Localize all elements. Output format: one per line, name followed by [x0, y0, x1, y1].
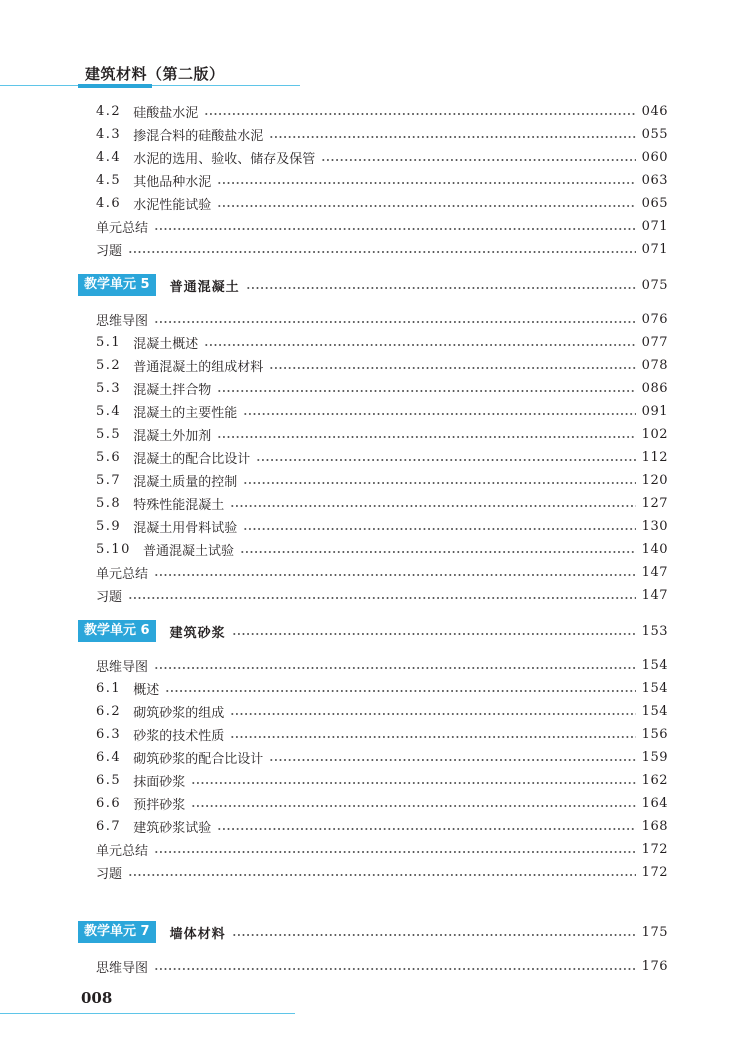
section-number: 6.5: [96, 772, 122, 788]
dot-leader: [246, 287, 636, 289]
toc-item-entry[interactable]: [96, 862, 668, 882]
dot-leader: [217, 828, 635, 830]
toc-section-entry[interactable]: [96, 124, 668, 144]
entry-title: 习题: [96, 866, 123, 882]
page-ref: 147: [641, 564, 668, 580]
page-ref: 078: [641, 357, 668, 373]
dot-leader: [154, 574, 636, 576]
toc-unit-entry[interactable]: [78, 921, 668, 943]
dot-leader: [217, 205, 635, 207]
toc-unit-entry[interactable]: [78, 274, 668, 296]
entry-title: 混凝土拌合物: [133, 382, 212, 398]
entry-title: 其他品种水泥: [133, 174, 212, 190]
toc-section-entry[interactable]: [96, 747, 668, 767]
section-number: 6.6: [96, 795, 122, 811]
page-ref: 176: [641, 958, 668, 974]
toc-section-entry[interactable]: [96, 193, 668, 213]
section-number: 6.1: [96, 680, 122, 696]
entry-title: 混凝土的配合比设计: [133, 451, 251, 467]
dot-leader: [243, 528, 635, 530]
dot-leader: [154, 228, 636, 230]
unit-badge: 教学单元 6: [78, 620, 156, 642]
page-ref: 077: [641, 334, 668, 350]
page-ref: 130: [641, 518, 668, 534]
toc-section-entry[interactable]: [96, 447, 668, 467]
toc-item-entry[interactable]: [96, 655, 668, 675]
section-number: 5.7: [96, 472, 122, 488]
toc-section-entry[interactable]: [96, 470, 668, 490]
page-ref: 159: [641, 749, 668, 765]
section-number: 4.3: [96, 126, 122, 142]
page-ref: 162: [641, 772, 668, 788]
dot-leader: [128, 251, 636, 253]
toc-section-entry[interactable]: [96, 770, 668, 790]
section-number: 5.3: [96, 380, 122, 396]
page-ref: 086: [641, 380, 668, 396]
entry-title: 水泥的选用、验收、储存及保管: [133, 151, 316, 167]
page-ref: 112: [641, 449, 668, 465]
dot-leader: [269, 759, 635, 761]
unit-badge: 教学单元 5: [78, 274, 156, 296]
section-number: 5.4: [96, 403, 122, 419]
page-ref: 071: [641, 241, 668, 257]
toc-item-entry[interactable]: [96, 839, 668, 859]
page-ref: 140: [641, 541, 668, 557]
section-number: 5.10: [96, 541, 131, 557]
toc-section-entry[interactable]: [96, 101, 668, 121]
page-ref: 154: [641, 703, 668, 719]
entry-title: 特殊性能混凝土: [133, 497, 225, 513]
unit-badge: 教学单元 7: [78, 921, 156, 943]
entry-title: 单元总结: [96, 566, 149, 582]
entry-title: 预拌砂浆: [133, 797, 186, 813]
toc-section-entry[interactable]: [96, 170, 668, 190]
toc-item-entry[interactable]: [96, 956, 668, 976]
toc-item-entry[interactable]: [96, 309, 668, 329]
running-header-title: 建筑材料（第二版）: [85, 65, 225, 83]
page-ref: 075: [641, 277, 668, 293]
page-ref: 156: [641, 726, 668, 742]
dot-leader: [230, 736, 635, 738]
dot-leader: [230, 505, 635, 507]
entry-title: 砂浆的技术性质: [133, 728, 225, 744]
entry-title: 习题: [96, 243, 123, 259]
dot-leader: [232, 934, 636, 936]
section-number: 5.2: [96, 357, 122, 373]
toc-section-entry[interactable]: [96, 332, 668, 352]
section-number: 5.6: [96, 449, 122, 465]
page-ref: 153: [641, 623, 668, 639]
dot-leader: [128, 597, 636, 599]
entry-title: 习题: [96, 589, 123, 605]
entry-title: 混凝土外加剂: [133, 428, 212, 444]
dot-leader: [154, 851, 636, 853]
dot-leader: [269, 367, 635, 369]
toc-section-entry[interactable]: [96, 793, 668, 813]
toc-item-entry[interactable]: [96, 216, 668, 236]
toc-section-entry[interactable]: [96, 424, 668, 444]
toc-item-entry[interactable]: [96, 562, 668, 582]
section-number: 5.1: [96, 334, 122, 350]
page-ref: 154: [641, 680, 668, 696]
entry-title: 砌筑砂浆的配合比设计: [133, 751, 264, 767]
page-ref: 063: [641, 172, 668, 188]
section-number: 5.9: [96, 518, 122, 534]
dot-leader: [243, 482, 635, 484]
dot-leader: [243, 413, 635, 415]
toc-unit-entry[interactable]: [78, 620, 668, 642]
dot-leader: [191, 805, 635, 807]
dot-leader: [154, 667, 636, 669]
page-ref: 076: [641, 311, 668, 327]
page-ref: 127: [641, 495, 668, 511]
dot-leader: [269, 136, 635, 138]
entry-title: 思维导图: [96, 960, 149, 976]
entry-title: 混凝土质量的控制: [133, 474, 238, 490]
section-number: 5.8: [96, 495, 122, 511]
entry-title: 普通混凝土试验: [142, 543, 234, 559]
section-number: 6.3: [96, 726, 122, 742]
dot-leader: [232, 633, 636, 635]
dot-leader: [165, 690, 635, 692]
unit-title: 墙体材料: [169, 926, 226, 942]
toc-section-entry[interactable]: [96, 401, 668, 421]
toc-section-entry[interactable]: [96, 678, 668, 698]
toc-section-entry[interactable]: [96, 355, 668, 375]
entry-title: 硅酸盐水泥: [133, 105, 199, 121]
entry-title: 单元总结: [96, 843, 149, 859]
toc-item-entry[interactable]: [96, 585, 668, 605]
section-number: 4.4: [96, 149, 122, 165]
dot-leader: [256, 459, 635, 461]
entry-title: 水泥性能试验: [133, 197, 212, 213]
section-number: 6.7: [96, 818, 122, 834]
page-ref: 091: [641, 403, 668, 419]
dot-leader: [204, 113, 635, 115]
toc-section-entry[interactable]: [96, 493, 668, 513]
entry-title: 普通混凝土的组成材料: [133, 359, 264, 375]
page-ref: 172: [641, 864, 668, 880]
page-ref: 055: [641, 126, 668, 142]
toc-section-entry[interactable]: [96, 378, 668, 398]
toc-section-entry[interactable]: [96, 516, 668, 536]
unit-title: 普通混凝土: [169, 279, 240, 295]
entry-title: 单元总结: [96, 220, 149, 236]
entry-title: 建筑砂浆试验: [133, 820, 212, 836]
page-ref: 168: [641, 818, 668, 834]
page-ref: 175: [641, 924, 668, 940]
section-number: 4.6: [96, 195, 122, 211]
page-ref: 147: [641, 587, 668, 603]
toc-section-entry[interactable]: [96, 816, 668, 836]
page-ref: 046: [641, 103, 668, 119]
page-ref: 102: [641, 426, 668, 442]
toc-section-entry[interactable]: [96, 724, 668, 744]
unit-title: 建筑砂浆: [169, 625, 226, 641]
page-ref: 060: [641, 149, 668, 165]
section-number: 6.4: [96, 749, 122, 765]
dot-leader: [191, 782, 635, 784]
dot-leader: [217, 182, 635, 184]
entry-title: 混凝土的主要性能: [133, 405, 238, 421]
dot-leader: [230, 713, 635, 715]
toc-item-entry[interactable]: [96, 239, 668, 259]
entry-title: 抹面砂浆: [133, 774, 186, 790]
page-number: 008: [81, 989, 113, 1007]
toc-section-entry[interactable]: [96, 701, 668, 721]
dot-leader: [217, 390, 635, 392]
toc-section-entry[interactable]: [96, 539, 668, 559]
entry-title: 掺混合料的硅酸盐水泥: [133, 128, 264, 144]
entry-title: 混凝土用骨料试验: [133, 520, 238, 536]
page-ref: 164: [641, 795, 668, 811]
entry-title: 砌筑砂浆的组成: [133, 705, 225, 721]
page-ref: 120: [641, 472, 668, 488]
dot-leader: [128, 874, 636, 876]
entry-title: 思维导图: [96, 313, 149, 329]
header-accent-bar: [78, 84, 152, 88]
dot-leader: [154, 321, 636, 323]
page-ref: 154: [641, 657, 668, 673]
section-number: 5.5: [96, 426, 122, 442]
entry-title: 概述: [133, 682, 160, 698]
entry-title: 思维导图: [96, 659, 149, 675]
dot-leader: [154, 968, 636, 970]
dot-leader: [240, 551, 636, 553]
page-ref: 172: [641, 841, 668, 857]
dot-leader: [217, 436, 635, 438]
toc-section-entry[interactable]: [96, 147, 668, 167]
footer-rule: [0, 1013, 295, 1014]
entry-title: 混凝土概述: [133, 336, 199, 352]
section-number: 4.2: [96, 103, 122, 119]
section-number: 4.5: [96, 172, 122, 188]
dot-leader: [321, 159, 635, 161]
section-number: 6.2: [96, 703, 122, 719]
page-ref: 065: [641, 195, 668, 211]
dot-leader: [204, 344, 635, 346]
page-ref: 071: [641, 218, 668, 234]
